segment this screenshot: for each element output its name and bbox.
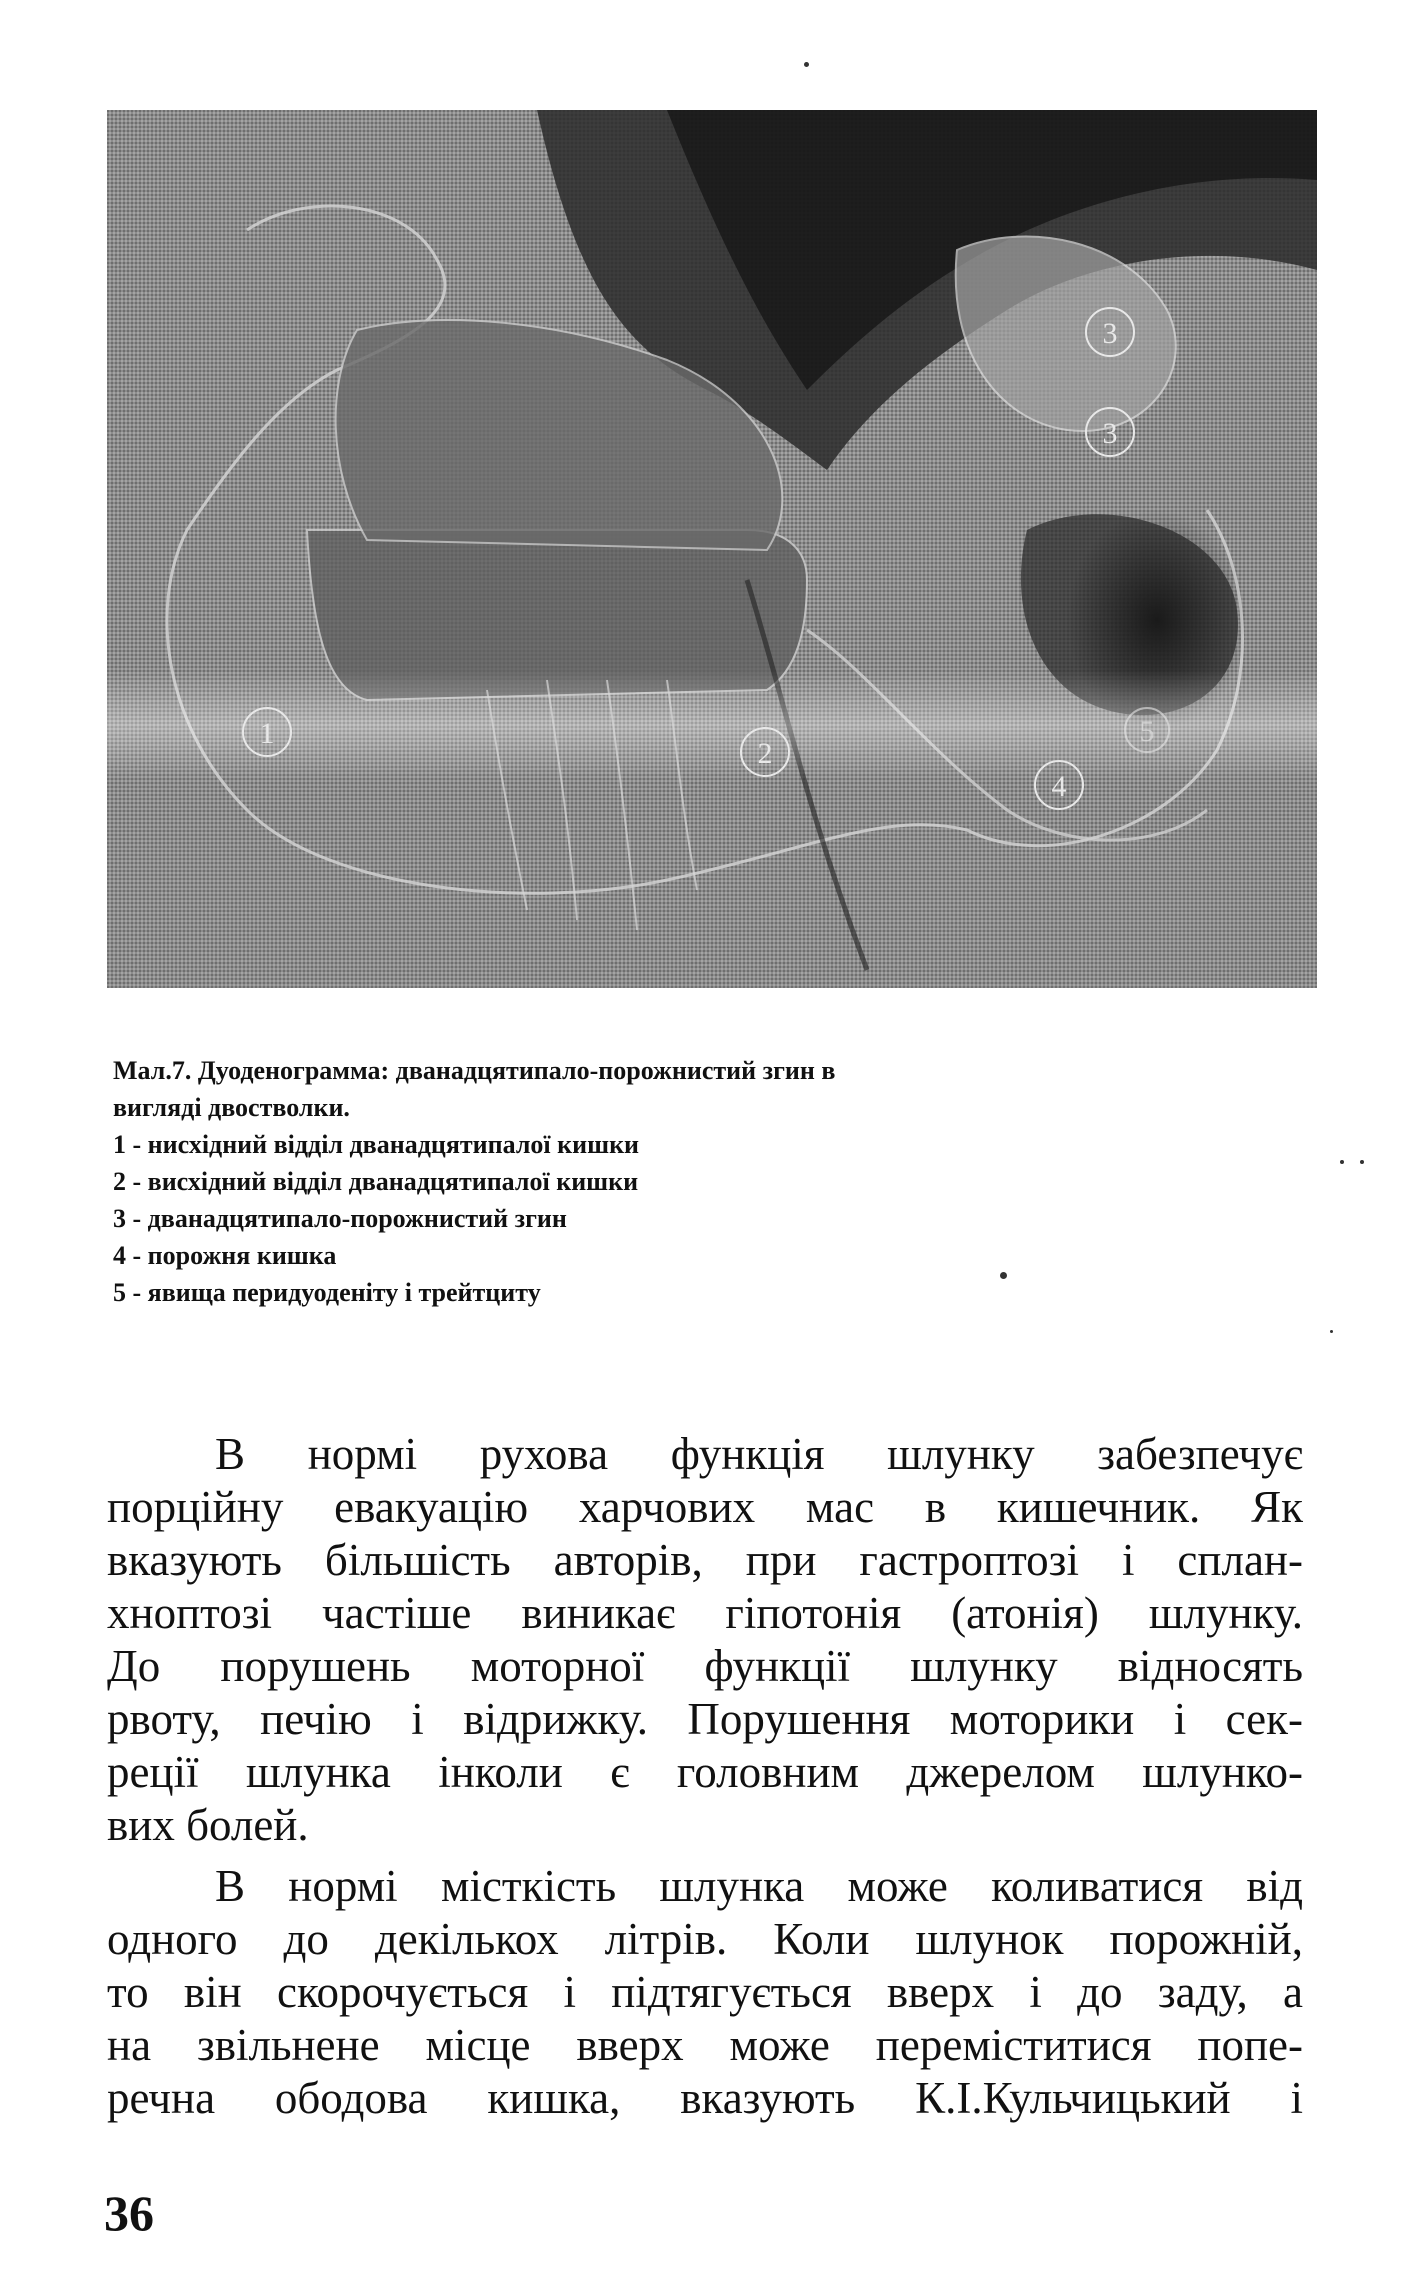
text-line: реції шлунка інколи є головним джерелом шлунко- [107,1747,1303,1797]
paragraph-2 [107,1860,1303,2125]
caption-title: Мал.7. Дуоденограмма: дванадцятипало-порожнистий згин в [113,1056,836,1085]
caption-legend-2: 2 - висхідний відділ дванадцятипалої кишки [113,1167,639,1196]
page-number: 36 [104,2185,154,2241]
marker-5: 5 [1139,715,1155,748]
marker-4: 4 [1051,770,1067,803]
text-line: порційну евакуацію харчових мас в кишечник. Як [107,1482,1303,1532]
body-text [107,1428,1303,2125]
marker-2: 2 [757,737,773,770]
scan-speck [1330,1330,1333,1333]
text-line: В нормі місткість шлунка може коливатися від [215,1861,1303,1911]
text-line: рвоту, печію і відрижку. Порушення моторики і сек- [107,1694,1303,1744]
figure-caption [113,1052,1263,1311]
text-line: на звільнене місце вверх може переміститися попе- [107,2020,1303,2070]
caption-legend-3: 3 - дванадцятипало-порожнистий згин [113,1204,567,1233]
caption-legend-5: 5 - явища перидуоденіту і трейтциту [113,1278,541,1307]
text-line: вказують більшість авторів, при гастроптозі і сплан- [107,1535,1303,1585]
marker-3b: 3 [1102,417,1118,450]
text-line: то він скорочується і підтягується вверх і до заду, а [107,1967,1303,2017]
scan-speck [1000,1272,1007,1279]
text-line: речна ободова кишка, вказують К.І.Кульчицький і [107,2073,1303,2123]
marker-3a: 3 [1102,317,1118,350]
paragraph-1 [107,1428,1303,1852]
text-line: вих болей. [107,1800,309,1850]
caption-title-cont: вигляді двостволки. [113,1093,350,1122]
scan-speck [1340,1160,1344,1164]
duodenogram-image [107,110,1317,988]
scan-speck [1360,1160,1364,1164]
marker-1: 1 [259,717,275,750]
text-line: До порушень моторної функції шлунку відносять [107,1641,1303,1691]
caption-legend-1: 1 - нисхідний відділ дванадцятипалої кишки [113,1130,640,1159]
scan-speck [804,62,809,67]
caption-legend-4: 4 - порожня кишка [113,1241,337,1270]
text-line: хноптозі частіше виникає гіпотонія (атонія) шлунку. [107,1588,1303,1638]
text-line: одного до декількох літрів. Коли шлунок порожній, [107,1914,1303,1964]
text-line: В нормі рухова функція шлунку забезпечує [215,1429,1303,1479]
